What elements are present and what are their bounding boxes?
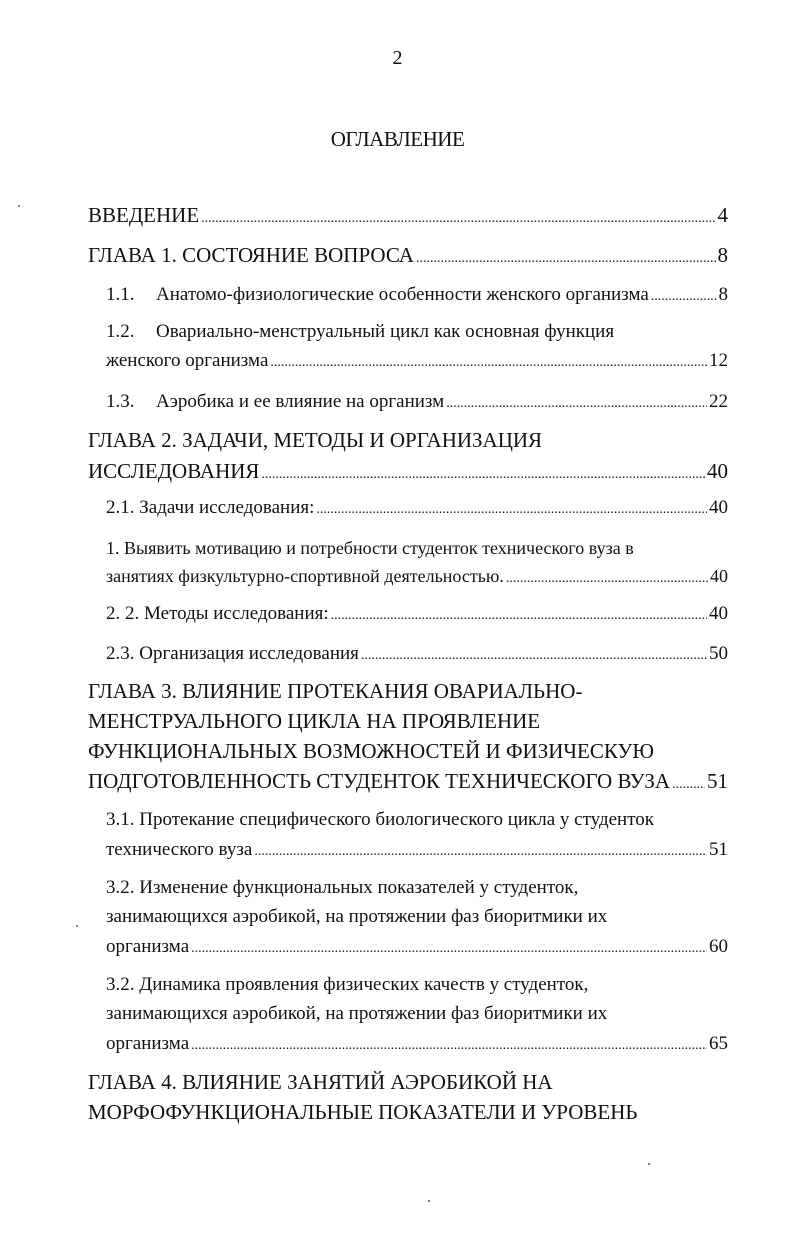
toc-entry-text: 2.1. Задачи исследования: bbox=[106, 497, 315, 518]
dot-leader bbox=[416, 240, 716, 274]
chapter-title-line-2: МЕНСТРУАЛЬНОГО ЦИКЛА НА ПРОЯВЛЕНИЕ bbox=[88, 709, 541, 733]
toc-page-number: 51 bbox=[709, 839, 728, 860]
dot-leader bbox=[506, 562, 708, 593]
subitem-line-1: 1. Выявить мотивацию и потребности студенток технического вуза в bbox=[106, 538, 634, 558]
toc-page-number: 12 bbox=[709, 350, 728, 371]
section-number: 1.2. bbox=[106, 321, 135, 342]
toc-page-number: 60 bbox=[709, 936, 728, 957]
dot-leader bbox=[316, 494, 707, 524]
toc-entry-text bbox=[106, 281, 649, 309]
scan-speck bbox=[428, 1200, 430, 1202]
chapter-title-line-1: ГЛАВА 3. ВЛИЯНИЕ ПРОТЕКАНИЯ ОВАРИАЛЬНО- bbox=[88, 679, 583, 703]
toc-entry-section-2-2[interactable] bbox=[106, 600, 728, 630]
scan-speck bbox=[76, 925, 78, 927]
section-title-line-2: занимающихся аэробикой, на протяжении фаз биоритмики их bbox=[106, 1003, 608, 1024]
section-title-line-1: 3.1. Протекание специфического биологического цикла у студенток bbox=[106, 809, 655, 830]
subitem-line-2: занятиях физкультурно-спортивной деятельностью. bbox=[106, 566, 504, 586]
section-title-line-3: организма bbox=[106, 1033, 190, 1054]
chapter-title-line-1: ГЛАВА 2. ЗАДАЧИ, МЕТОДЫ И ОРГАНИЗАЦИЯ bbox=[88, 428, 543, 452]
section-title-line-2: технического вуза bbox=[106, 839, 253, 860]
toc-entry-intro[interactable] bbox=[88, 200, 728, 234]
section-number: 1.1. bbox=[106, 284, 135, 305]
dot-leader bbox=[201, 200, 715, 234]
section-title-line-1: Овариально-менструальный цикл как основная функция bbox=[156, 321, 615, 342]
toc-entry-text bbox=[106, 388, 444, 416]
section-title: Аэробика и ее влияние на организм bbox=[156, 391, 445, 412]
toc-page-number: 51 bbox=[707, 769, 728, 793]
toc-page-number: 8 bbox=[718, 284, 728, 305]
section-title-line-1: 3.2. Изменение функциональных показателей у студенток, bbox=[106, 877, 579, 898]
dot-leader bbox=[261, 456, 705, 490]
chapter-title-line-2: МОРФОФУНКЦИОНАЛЬНЫЕ ПОКАЗАТЕЛИ И УРОВЕНЬ bbox=[88, 1100, 638, 1124]
dot-leader bbox=[446, 388, 707, 418]
dot-leader bbox=[191, 933, 707, 963]
chapter-title-line-2: ИССЛЕДОВАНИЯ bbox=[88, 459, 260, 483]
toc-entry-text: ГЛАВА 1. СОСТОЯНИЕ ВОПРОСА bbox=[88, 243, 414, 267]
dot-leader bbox=[254, 836, 707, 866]
section-title-line-1: 3.2. Динамика проявления физических качеств у студенток, bbox=[106, 974, 589, 995]
chapter-title-line-3: ФУНКЦИОНАЛЬНЫХ ВОЗМОЖНОСТЕЙ И ФИЗИЧЕСКУЮ bbox=[88, 739, 654, 763]
toc-page-number: 40 bbox=[707, 459, 728, 483]
toc-entry-section-2-3[interactable] bbox=[106, 640, 728, 670]
dot-leader bbox=[361, 640, 707, 670]
toc-page-number: 40 bbox=[710, 566, 728, 586]
dot-leader bbox=[651, 281, 717, 311]
scan-speck bbox=[648, 1163, 650, 1165]
toc-entry-text: ВВЕДЕНИЕ bbox=[88, 203, 200, 227]
toc-page-number: 50 bbox=[709, 643, 728, 664]
toc-entry-section-1-1[interactable] bbox=[106, 281, 728, 311]
toc-entry-text: 2. 2. Методы исследования: bbox=[106, 603, 329, 624]
section-number: 1.3. bbox=[106, 391, 135, 412]
scan-speck bbox=[18, 205, 20, 207]
toc-page-number: 22 bbox=[709, 391, 728, 412]
toc-page-number: 40 bbox=[709, 603, 728, 624]
toc-entry-chapter-1[interactable] bbox=[88, 240, 728, 274]
toc-entry-section-2-1[interactable] bbox=[106, 494, 728, 524]
section-title-line-2: занимающихся аэробикой, на протяжении фаз биоритмики их bbox=[106, 906, 608, 927]
chapter-title-line-1: ГЛАВА 4. ВЛИЯНИЕ ЗАНЯТИЙ АЭРОБИКОЙ НА bbox=[88, 1070, 553, 1094]
dot-leader bbox=[270, 347, 707, 377]
dot-leader bbox=[331, 600, 707, 630]
dot-leader bbox=[191, 1030, 707, 1060]
toc-entry-section-1-3[interactable] bbox=[106, 388, 728, 418]
toc-title: ОГЛАВЛЕНИЕ bbox=[330, 127, 465, 151]
toc-page-number: 8 bbox=[717, 243, 728, 267]
toc-page-number: 4 bbox=[717, 203, 728, 227]
section-title-line-3: организма bbox=[106, 936, 190, 957]
page-number: 2 bbox=[392, 47, 403, 69]
dot-leader bbox=[672, 766, 705, 800]
toc-entry-text: 2.3. Организация исследования bbox=[106, 643, 359, 664]
toc-page-number: 65 bbox=[709, 1033, 728, 1054]
section-title-line-2: женского организма bbox=[106, 350, 269, 371]
section-title: Анатомо-физиологические особенности женского организма bbox=[156, 284, 649, 305]
chapter-title-line-4: ПОДГОТОВЛЕННОСТЬ СТУДЕНТОК ТЕХНИЧЕСКОГО ВУЗА bbox=[88, 769, 671, 793]
toc-page-number: 40 bbox=[709, 497, 728, 518]
